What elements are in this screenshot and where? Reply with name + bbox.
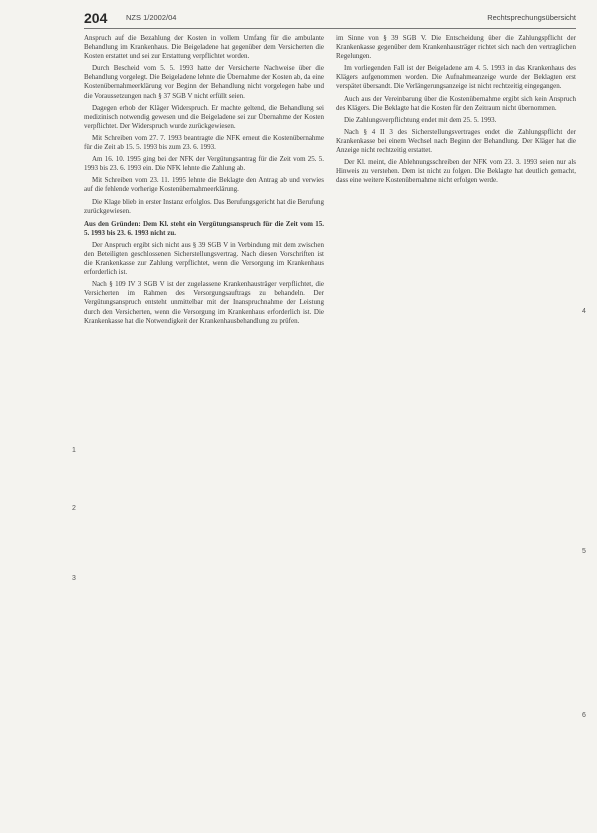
paragraph: Anspruch auf die Bezahlung der Kosten in vollem Umfang für die ambulante Behandlung im Krankenhaus. Die Beigeladene hat gegenüber dem Versicherten die Kosten erstattet und sei zur Erstattung verpflichtet worden. xyxy=(84,34,324,61)
paragraph: Am 16. 10. 1995 ging bei der NFK der Vergütungsantrag für die Zeit vom 25. 5. 1993 bis 23. 6. 1993 ein. Die NFK lehnte die Zahlung ab. xyxy=(84,155,324,173)
paragraph: Mit Schreiben vom 27. 7. 1993 beantragte die NFK erneut die Kostenübernahme für die Zeit ab 15. 5. 1993 bis zum 23. 6. 1993. xyxy=(84,133,324,152)
paragraph: Der Kl. meint, die Ablehnungsschreiben der NFK vom 23. 3. 1993 seien nur als Hinweis zu verstehen. Dem ist nicht zu folgen. Die Beklagte hat deutlich gemacht, dass eine weitere Kostenübernahme nicht erfolgen werde. xyxy=(336,158,576,185)
margin-number: 2 xyxy=(72,505,76,512)
left-column xyxy=(84,34,324,829)
paragraph: Im vorliegenden Fall ist der Beigeladene am 4. 5. 1993 in das Krankenhaus des Klägers aufgenommen worden. Die Aufnahmeanzeige wurde der Beklagten erst verspätet übersandt. Die Verlängerungsanzeige ist nicht rechtzeitig eingegangen. xyxy=(336,64,576,91)
section-title: Rechtsprechungsübersicht xyxy=(487,13,576,22)
margin-number: 4 xyxy=(582,308,586,315)
paragraph: im Sinne von § 39 SGB V. Die Entscheidung über die Zahlungspflicht der Krankenkasse gegenüber dem Krankenhausträger richtet sich nach den vertraglichen Regelungen. xyxy=(336,34,576,61)
paragraph: Durch Bescheid vom 5. 5. 1993 hatte der Versicherte Nachweise über die Behandlung vorgelegt. Die Beigeladene lehnte die Übernahme der Kosten ab, da eine Kostenübernahmeerklärung vor Beginn der Behandlung nicht vorgelegen habe und die Voraussetzungen nach § 37 SGB V nicht erfüllt seien. xyxy=(84,64,324,100)
right-column xyxy=(336,34,576,829)
paragraph: Nach § 109 IV 3 SGB V ist der zugelassene Krankenhausträger verpflichtet, die Versicherten im Rahmen des Versorgungsauftrags zu behandeln. Der Vergütungsanspruch entsteht unmittelbar mit der Inanspruchnahme der Leistung durch den Versicherten, wenn die Versorgung im Krankenhaus erforderlich ist. Die Krankenkasse hat die Notwendigkeit der Krankenhausbehandlung zu prüfen. xyxy=(84,280,324,325)
reasons-heading: Aus den Gründen: Dem Kl. steht ein Vergütungsanspruch für die Zeit vom 15. 5. 1993 bis 23. 6. 1993 nicht zu. xyxy=(84,219,324,237)
margin-number: 6 xyxy=(582,712,586,719)
paragraph: Die Zahlungsverpflichtung endet mit dem 25. 5. 1993. xyxy=(344,115,497,124)
page-number: 204 xyxy=(84,10,108,26)
margin-number: 3 xyxy=(72,575,76,582)
margin-number: 5 xyxy=(582,548,586,555)
page-header xyxy=(84,10,576,29)
paragraph: Mit Schreiben vom 23. 11. 1995 lehnte die Beklagte den Antrag ab und verwies auf die fehlende vorherige Kostenübernahmeerklärung. xyxy=(84,176,324,194)
paragraph: Dagegen erhob der Kläger Widerspruch. Er machte geltend, die Behandlung sei medizinisch notwendig gewesen und die Beigeladene sei zur Übernahme der Kosten verpflichtet. Der Widerspruch wurde zurückgewiesen. xyxy=(84,103,324,130)
paragraph: Der Anspruch ergibt sich nicht aus § 39 SGB V in Verbindung mit dem zwischen den Beteiligten geschlossenen Sicherstellungsvertrag. Nach diesen Vorschriften ist die Krankenkasse zur Zahlung verpflichtet, wenn die Versorgung im Krankenhaus erforderlich ist. xyxy=(84,240,324,277)
paragraph: Die Klage blieb in erster Instanz erfolglos. Das Berufungsgericht hat die Berufung zurückgewiesen. xyxy=(84,197,324,215)
paragraph: Auch aus der Vereinbarung über die Kostenübernahme ergibt sich kein Anspruch des Klägers. Die Beklagte hat die Kosten für den Zeitraum nicht übernommen. xyxy=(336,94,576,112)
journal-reference: NZS 1/2002/04 xyxy=(126,13,177,22)
margin-number: 1 xyxy=(72,447,76,454)
paragraph: Nach § 4 II 3 des Sicherstellungsvertrages endet die Zahlungspflicht der Krankenkasse bei einem Wechsel nach Beginn der Behandlung. Der Kläger hat die Anzeige nicht rechtzeitig erstattet. xyxy=(336,127,576,155)
